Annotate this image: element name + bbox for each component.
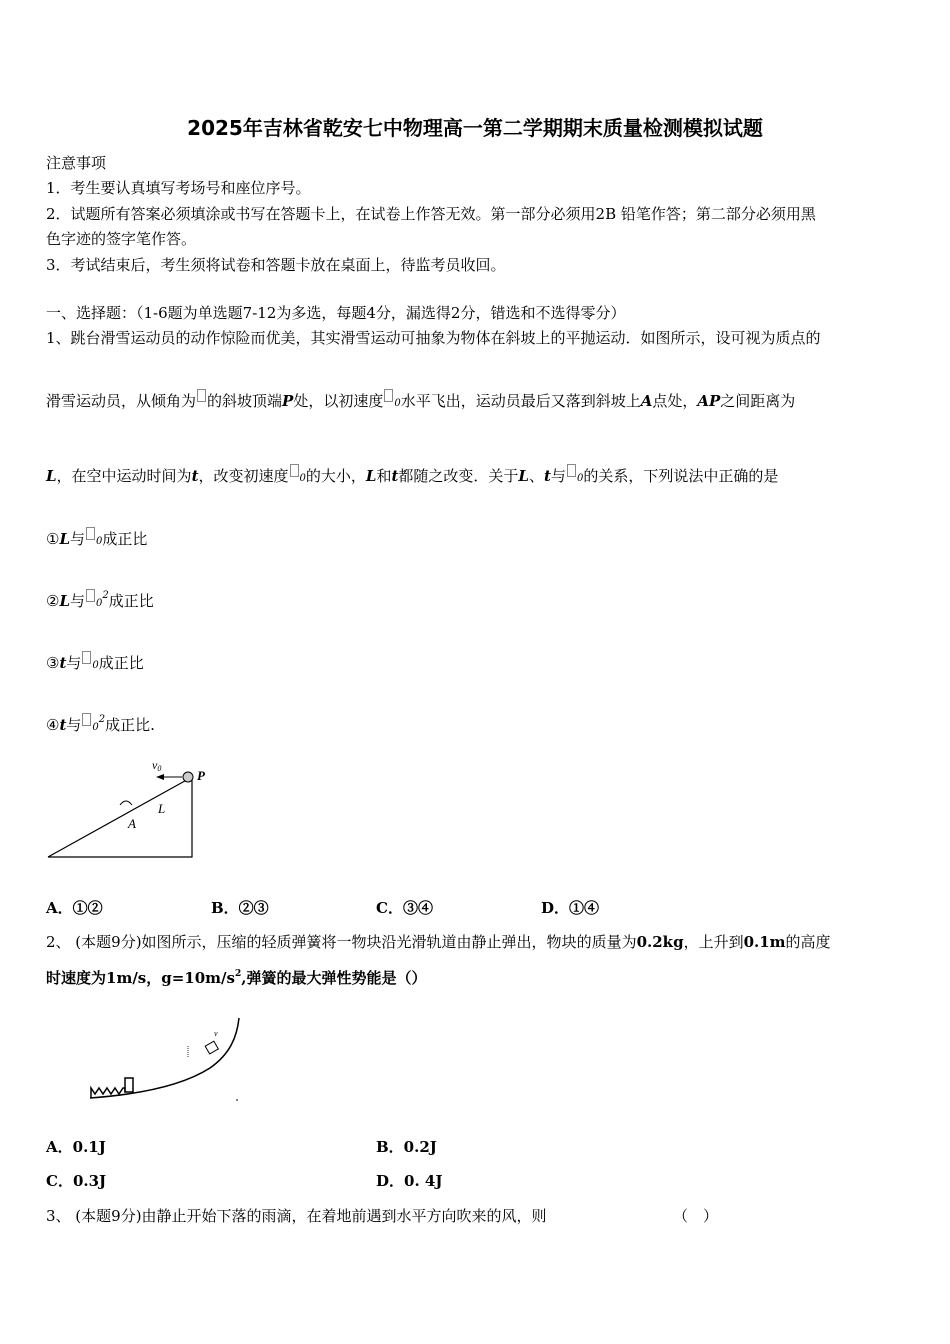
label-v: v [214,1029,218,1038]
incline-figure [40,755,220,865]
q3-answer-bracket: （ ） [673,1207,719,1225]
q2-option-d[interactable]: D．0. 4J [376,1172,443,1190]
q1-statement: ③t与 0成正比 [46,651,144,673]
block-start [125,1078,133,1092]
v-placeholder-icon [86,589,95,602]
q2-line1: 2、 (本题9分)如图所示，压缩的轻质弹簧将一物块沿光滑轨道由静止弹出，物块的质量为0.2kg，上升到0.1m的高度 [46,933,831,951]
label-P: P [197,768,205,783]
q1-option-b[interactable]: B．②③ [211,899,269,917]
q1-option-d[interactable]: D．①④ [541,899,600,917]
skier-mark [120,801,132,805]
label-L: L [158,801,166,816]
q1-line2: 滑雪运动员，从倾角为 的斜坡顶端P处，以初速度 0水平飞出，运动员最后又落到斜坡上A点处，AP之间距离为 [46,389,795,411]
q3-stem: 3、 (本题9分)由静止开始下落的雨滴，在着地前遇到水平方向吹来的风，则 [46,1207,547,1225]
v-placeholder-icon [567,464,576,477]
v-placeholder-icon [384,389,393,402]
q1-option-a[interactable]: A．①② [46,899,103,917]
incline-triangle [48,777,192,857]
q2-line2: 时速度为1m/s，$g=10m/s^2$,弹簧的最大弹性势能是（） [46,969,427,987]
skier-ball [183,772,193,782]
label-v0: v0 [152,758,162,773]
page-title: 2025年吉林省乾安七中物理高一第二学期期末质量检测模拟试题 [187,116,763,140]
v-placeholder-icon [82,713,91,726]
block-top [205,1041,218,1054]
q1-statement: ②L与 $0^2$成正比 [46,590,154,610]
section-heading: 一、选择题：（1-6题为单选题7-12为多选，每题4分，漏选得2分，错选和不选得零分） [46,304,626,322]
notice-heading: 注意事项 [46,154,107,172]
q1-option-c[interactable]: C．③④ [376,899,433,917]
spring-track-figure [85,1012,250,1104]
q2-option-b[interactable]: B．0.2J [376,1138,437,1156]
notice-item: 色字迹的签字笔作答。 [46,230,197,248]
q1-line3: L，在空中运动时间为t，改变初速度 0的大小，L和t都随之改变．关于L、t与 0的关系，下列说法中正确的是 [46,464,778,486]
q1-statement: ①L与 0成正比 [46,527,147,549]
q1-line1: 1、跳台滑雪运动员的动作惊险而优美，其实滑雪运动可抽象为物体在斜坡上的平抛运动．如图所示，设可视为质点的 [46,329,821,347]
notice-item: 3．考试结束后，考生须将试卷和答题卡放在桌面上，待监考员收回。 [46,256,506,274]
v-placeholder-icon [290,464,299,477]
notice-item: 2．试题所有答案必须填涂或书写在答题卡上，在试卷上作答无效。第一部分必须用2B 铅笔作答；第二部分必须用黑 [46,205,816,223]
theta-placeholder-icon [197,389,206,402]
q2-option-a[interactable]: A．0.1J [46,1138,106,1156]
v-placeholder-icon [86,527,95,540]
arrow-head-icon [156,774,164,780]
v-placeholder-icon [82,651,91,664]
notice-item: 1．考生要认真填写考场号和座位序号。 [46,179,311,197]
q1-statement: ④t与 $0^2$成正比. [46,714,155,734]
q2-option-c[interactable]: C．0.3J [46,1172,107,1190]
label-A: A [128,816,136,831]
